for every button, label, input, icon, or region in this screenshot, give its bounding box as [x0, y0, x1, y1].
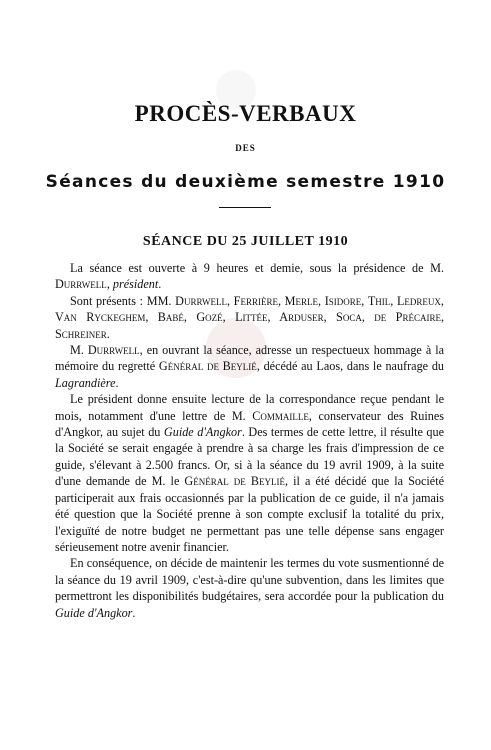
person-name: Général de Beylié [158, 359, 257, 374]
minutes-body [55, 260, 444, 621]
paragraph-homage [55, 342, 444, 391]
text-run: , décédé au Laos, dans le naufrage du [256, 359, 445, 374]
text-run: , en ouvrant la séance, adresse un respectueux hommage à la mémoire du regretté [55, 343, 444, 374]
seance-heading: SÉANCE DU 25 JUILLET 1910 [142, 234, 349, 249]
publication-title: Guide d'Angkor [55, 605, 133, 620]
ship-name: Lagrandière [55, 375, 116, 390]
text-run: La séance est ouverte à 9 heures et demie, sous la présidence de M. [70, 261, 444, 275]
text-run: En conséquence, on décide de maintenir les termes du vote susmentionné de la séance du 19 avril 1909, c'est-à-dire qu'une subvention, dans les limites que permettront les disponibilités budgétaires, sera accordée pour la publication du [55, 556, 444, 604]
page-title: PROCÈS-VERBAUX [134, 101, 357, 126]
paragraph-correspondence [55, 391, 444, 555]
attendee-names: Durrwell, Ferrière, Merle, Isidore, Thil, Ledreux, Van Ryckeghem, Babé, Gozé, Littée, Arduser, Soca, de Précaire, Schreiner [55, 293, 444, 341]
text-run: , [106, 277, 113, 292]
text-run: , il a été décidé que la Société participerait aux frais occasionnés par la publication de ce guide, il n'a jamais été question que la Société prenne à son compte exclusif la totalité du prix, l'exiguïté de notre budget ne permettant pas une telle dépense sans engager sérieusement notre avenir financier. [55, 474, 444, 554]
title-divider [219, 207, 271, 208]
person-name: Durrwell [87, 343, 140, 358]
text-run: Le président donne ensuite lecture de la correspondance reçue pendant le mois, notamment d'une lettre de M. [55, 392, 444, 423]
text-run: M. [70, 343, 88, 358]
text-run: . [132, 605, 136, 620]
text-run: . [158, 277, 162, 292]
page-subtitle: Séances du deuxième semestre 1910 [45, 172, 446, 192]
paragraph-decision [55, 555, 444, 621]
text-run: . [106, 326, 110, 341]
paragraph-opening [55, 260, 444, 293]
paragraph-attendees [55, 293, 444, 342]
text-run: . Des termes de cette lettre, il résulte que la Société se serait engagée à prendre à sa charge les frais d'impression de ce guide, s'élevant à 2.500 francs. Or, si à la séance du 19 avril 1909, à la suite d'une demande de M. le [55, 425, 444, 489]
role-label: président [112, 277, 159, 292]
publication-title: Guide d'Angkor [163, 425, 242, 440]
person-name: Général de Beylié [184, 474, 285, 489]
text-run: . [115, 375, 119, 390]
text-run: Sont présents : MM. [70, 293, 176, 308]
title-connector: DES [235, 143, 256, 153]
text-run: , conservateur des Ruines d'Angkor, au sujet du [55, 408, 444, 440]
person-name: Durrwell [55, 277, 107, 292]
person-name: Commaille [252, 408, 309, 423]
